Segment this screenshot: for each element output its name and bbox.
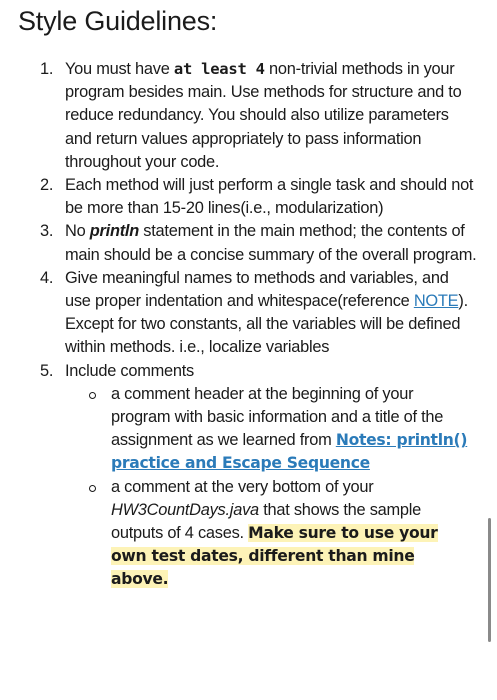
scrollbar[interactable] — [488, 518, 491, 642]
bullet-icon — [89, 392, 96, 399]
list-item — [0, 174, 497, 220]
item-number: 2. — [40, 176, 54, 195]
item-number: 5. — [40, 361, 54, 380]
item-emphasis: at least 4 — [173, 60, 265, 78]
list-item — [0, 267, 497, 360]
sub-list-item — [0, 476, 497, 592]
item-number: 1. — [40, 60, 54, 78]
item-text: non-trivial methods in your program besides main. Use methods for structure and to reduce redundancy. You should also utilize parameters and return values appropriately to pass information throughout your code. — [65, 60, 462, 171]
list-item — [0, 360, 497, 383]
item-text: Give meaningful names to methods and variables, and use proper indentation and whitespace(reference — [65, 268, 449, 311]
list-item — [0, 58, 497, 174]
item-text: a comment at the very bottom of your — [111, 477, 374, 496]
list-item — [0, 220, 497, 266]
guidelines-list — [0, 58, 497, 592]
item-text: Include comments — [65, 361, 195, 380]
item-text: ). Except for two constants, all the variables will be defined within methods. i.e., localize variables — [65, 292, 468, 357]
item-text: that shows the sample outputs of 4 cases. — [111, 500, 422, 543]
page-title: Style Guidelines: — [18, 6, 218, 36]
item-text: You must have — [65, 60, 174, 78]
item-emphasis: println — [89, 222, 139, 241]
note-link[interactable]: NOTE — [413, 292, 459, 311]
bullet-icon — [89, 485, 96, 492]
item-text: Each method will just perform a single task and should not be more than 15-20 lines(i.e., modularization) — [65, 176, 474, 218]
file-name: HW3CountDays.java — [111, 500, 259, 519]
item-text: statement in the main method; the contents of main should be a concise summary of the overall program. — [65, 222, 477, 264]
sub-list-item — [0, 383, 497, 476]
item-text: a comment header at the beginning of your program with basic information and a title of the assignment as we learned from — [111, 384, 444, 450]
item-number: 4. — [40, 268, 54, 287]
item-number: 3. — [40, 222, 54, 241]
notes-println-link[interactable]: Notes: println() practice and Escape Sequence — [111, 431, 468, 473]
highlighted-text: Make sure to use your own test dates, different than mine above. — [111, 524, 438, 589]
item-text: No — [65, 222, 90, 241]
